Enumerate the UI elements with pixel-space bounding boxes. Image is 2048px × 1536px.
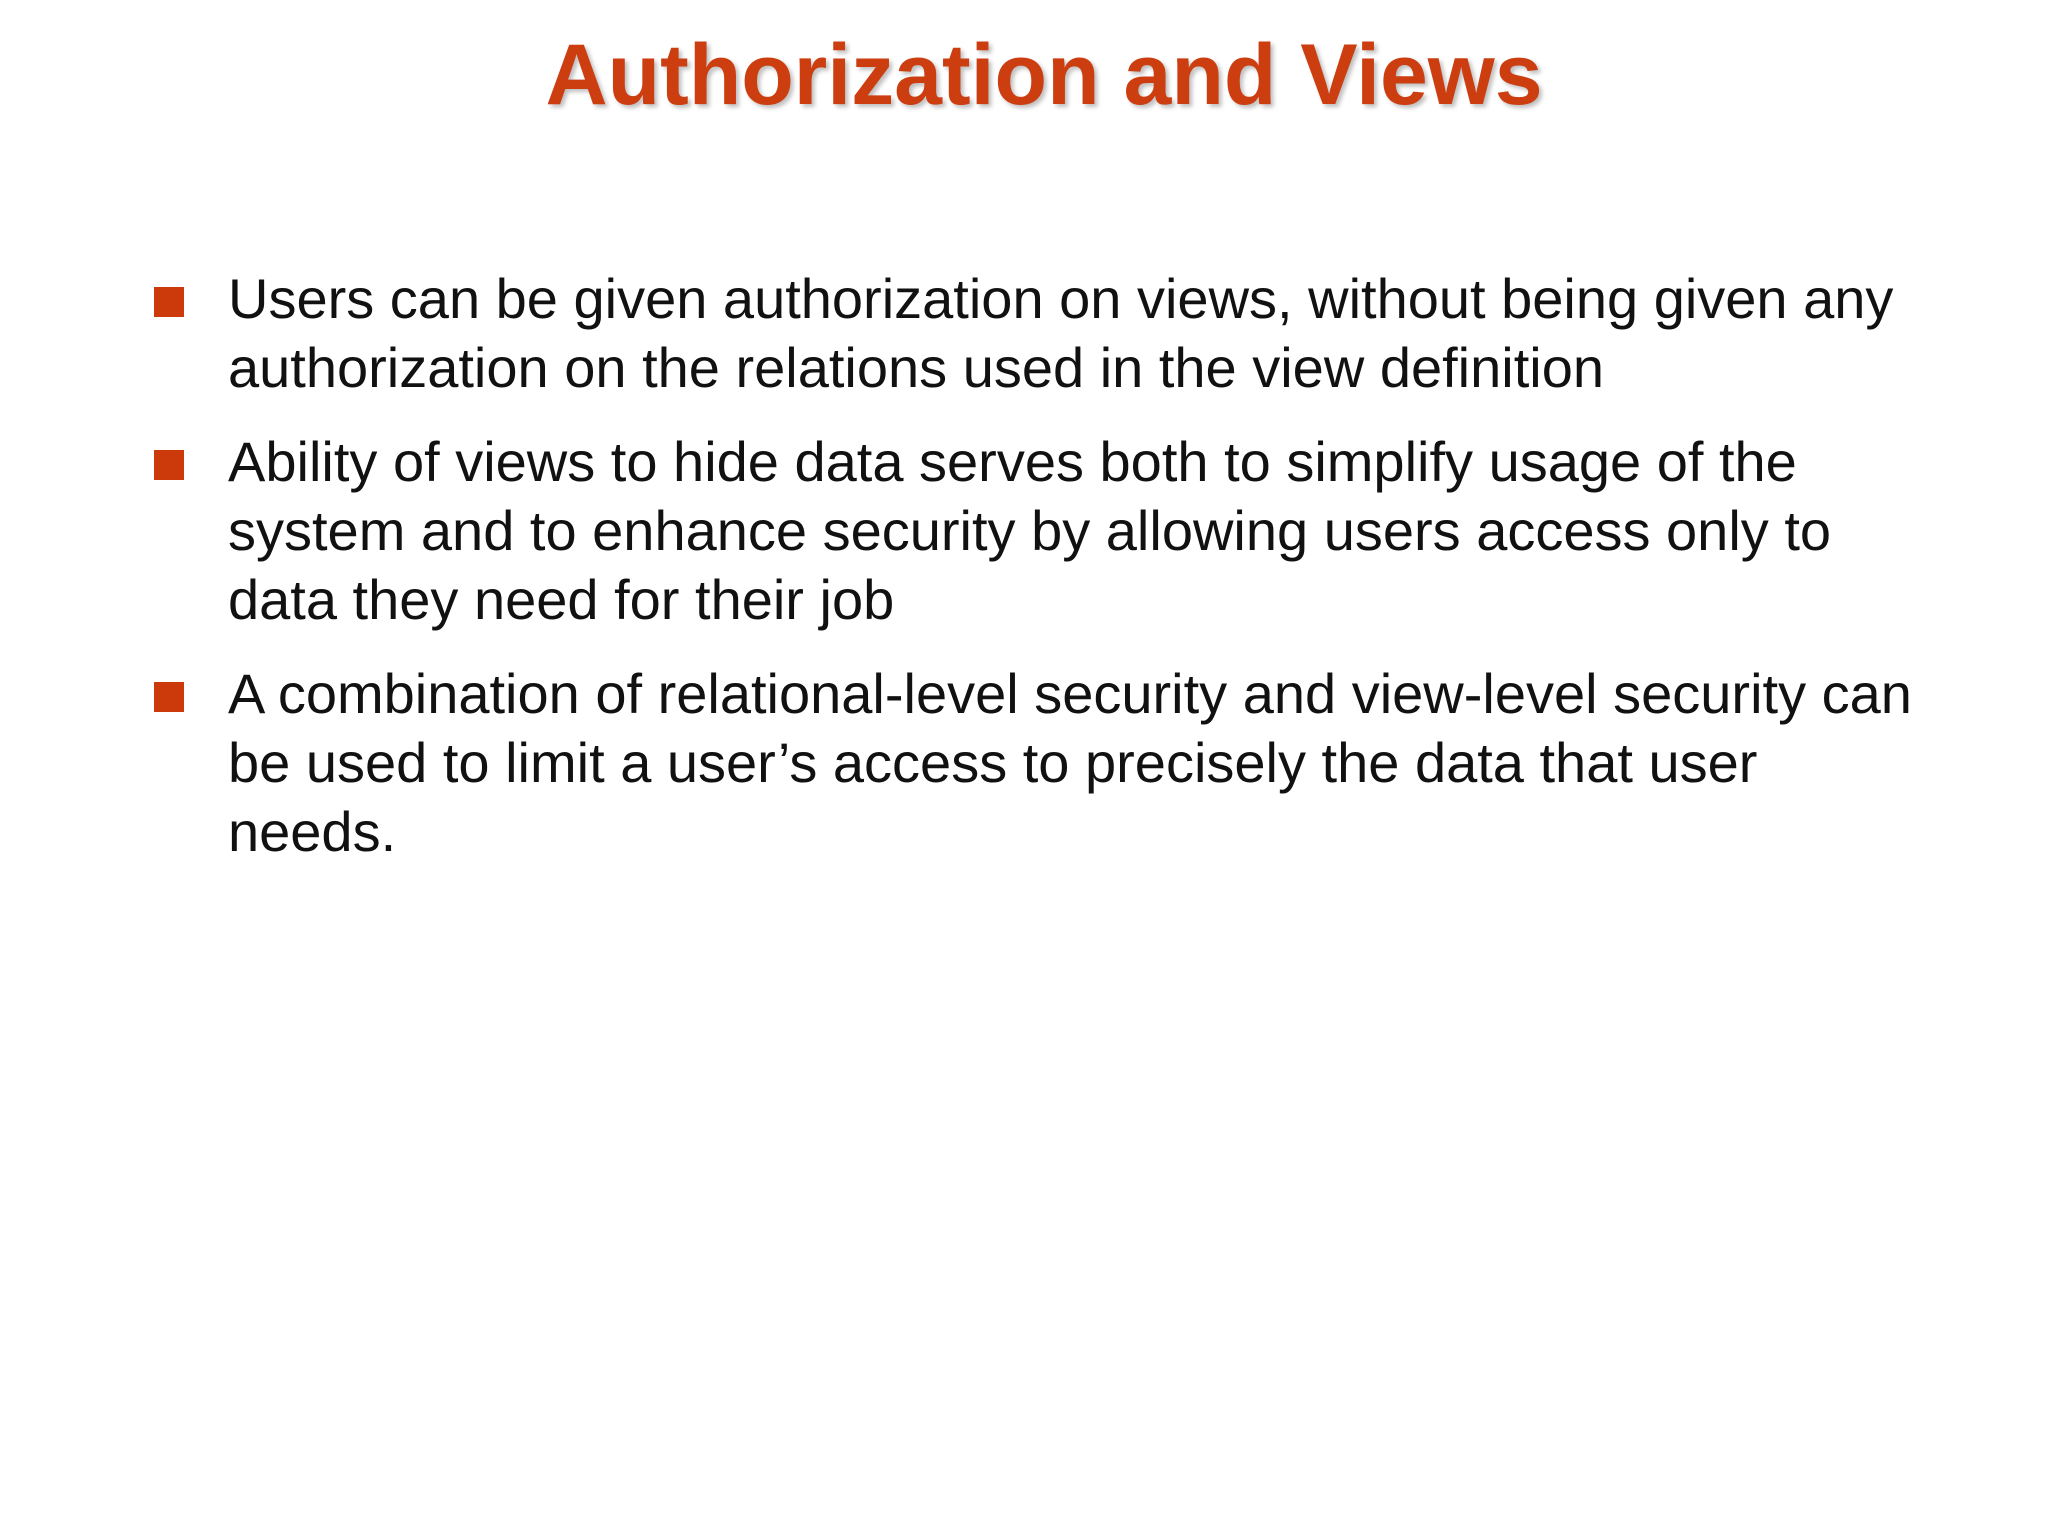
square-bullet-icon [154,450,184,480]
bullet-item [154,264,1934,402]
bullet-text: Ability of views to hide data serves both to simplify usage of the system and to enhance security by allowing users access only to data they need for their job [228,430,1832,631]
square-bullet-icon [154,287,184,317]
bullet-list [154,264,1934,891]
square-bullet-icon [154,682,184,712]
bullet-item [154,427,1934,634]
bullet-text: Users can be given authorization on views, without being given any authorization on the relations used in the view definition [228,267,1894,399]
bullet-text: A combination of relational-level security and view-level security can be used to limit a user’s access to precisely the data that user needs. [228,662,1912,863]
slide-title: Authorization and Views [545,27,1543,123]
bullet-item [154,659,1934,866]
